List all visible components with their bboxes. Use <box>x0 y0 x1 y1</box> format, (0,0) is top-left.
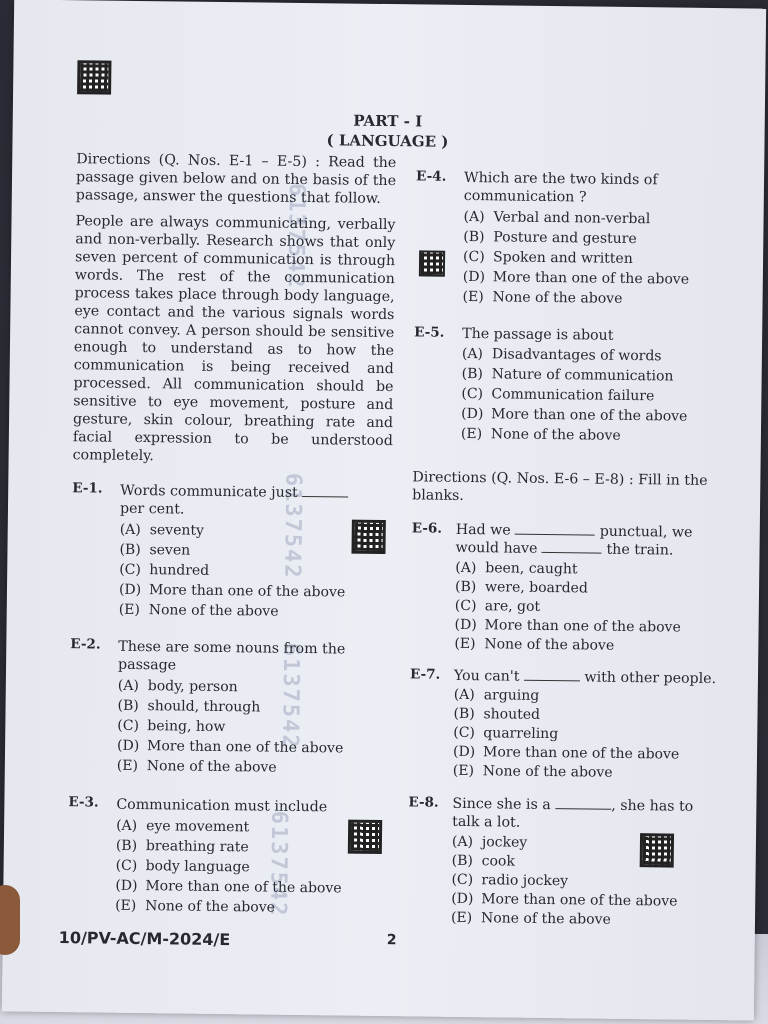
option[interactable]: (E) None of the above <box>452 762 613 781</box>
option[interactable]: (D) More than one of the above <box>117 737 344 757</box>
option[interactable]: (D) More than one of the above <box>452 743 680 763</box>
paper-code: 10/PV-AC/M-2024/E <box>58 928 231 950</box>
question-text: Words communicate just <box>120 482 348 503</box>
question-number: E-8. <box>408 794 439 811</box>
section-title: ( LANGUAGE ) <box>326 131 449 151</box>
option[interactable]: (C) are, got <box>454 597 541 615</box>
option[interactable]: (E) None of the above <box>116 757 277 776</box>
question-number: E-3. <box>68 794 99 811</box>
question-number: E-1. <box>72 480 103 497</box>
option[interactable]: (E) None of the above <box>460 425 621 444</box>
qr-code-icon <box>419 250 445 276</box>
option[interactable]: (A) body, person <box>117 677 238 696</box>
qr-code-icon <box>77 60 111 94</box>
option[interactable]: (D) More than one of the above <box>451 890 678 910</box>
option[interactable]: (B) should, through <box>117 697 261 716</box>
option[interactable]: (E) None of the above <box>450 909 611 928</box>
holding-thumb <box>0 885 20 955</box>
question-text: The passage is about <box>462 325 614 344</box>
question-number: E-5. <box>414 324 445 341</box>
option[interactable]: (C) Spoken and written <box>462 248 633 268</box>
question-text: Had we punctual, we <box>455 521 693 541</box>
option[interactable]: (D) More than one of the above <box>118 581 346 601</box>
option[interactable]: (B) were, boarded <box>454 578 588 597</box>
question-text: talk a lot. <box>452 813 521 831</box>
option[interactable]: (B) breathing rate <box>115 837 249 856</box>
option[interactable]: (C) radio jockey <box>451 871 569 890</box>
serial-watermark: 6137542 <box>277 642 304 750</box>
question-number: E-4. <box>415 168 447 185</box>
option[interactable]: (A) seventy <box>119 521 205 539</box>
option[interactable]: (C) Communication failure <box>461 385 655 405</box>
serial-watermark: 6137542 <box>265 810 292 918</box>
option[interactable]: (B) seven <box>119 541 191 559</box>
question-text: These are some nouns from the <box>118 638 346 658</box>
option[interactable]: (A) Disadvantages of words <box>461 345 662 365</box>
directions-1: Directions (Q. Nos. E-1 – E-5) : Read the passage given below and on the basis of the passage, answer the questions that follow. <box>75 151 397 207</box>
option[interactable]: (D) More than one of the above <box>462 268 690 288</box>
question-text: You can't with other people. <box>453 667 717 688</box>
question-number: E-2. <box>70 636 101 653</box>
option[interactable]: (C) quarreling <box>453 724 559 743</box>
option[interactable]: (B) Posture and gesture <box>463 228 637 248</box>
question-number: E-6. <box>411 520 443 537</box>
option[interactable]: (D) More than one of the above <box>461 405 688 425</box>
option[interactable]: (B) cook <box>451 852 515 870</box>
option[interactable]: (A) Verbal and non-verbal <box>463 208 651 228</box>
question-text: per cent. <box>119 500 185 518</box>
qr-code-icon <box>640 833 674 867</box>
option[interactable]: (C) being, how <box>117 717 226 736</box>
exam-page <box>2 0 766 1021</box>
directions-2: Directions (Q. Nos. E-6 – E-8) : Fill in the blanks. <box>412 469 708 504</box>
option[interactable]: (C) body language <box>115 857 250 876</box>
option[interactable]: (B) Nature of communication <box>461 365 674 385</box>
question-text: communication ? <box>463 187 587 206</box>
serial-watermark: 6137542 <box>282 182 309 290</box>
option[interactable]: (A) been, caught <box>455 559 578 578</box>
option[interactable]: (E) None of the above <box>118 601 279 620</box>
option[interactable]: (D) More than one of the above <box>454 616 681 636</box>
option[interactable]: (A) arguing <box>453 686 540 704</box>
question-text: would have the train. <box>455 539 674 559</box>
part-title: PART - I <box>353 111 423 131</box>
option[interactable]: (B) shouted <box>453 705 541 723</box>
serial-watermark: 6137542 <box>279 472 306 580</box>
option[interactable]: (D) More than one of the above <box>115 877 342 897</box>
question-number: E-7. <box>409 666 441 683</box>
question-text: passage <box>117 656 177 674</box>
option[interactable]: (E) None of the above <box>454 635 615 654</box>
option[interactable]: (A) eye movement <box>116 817 250 836</box>
question-text: Since she is a , she has to <box>452 795 694 815</box>
option[interactable]: (A) jockey <box>451 833 528 851</box>
question-text: Communication must include <box>116 796 328 816</box>
question-text: Which are the two kinds of <box>463 169 658 189</box>
page-number: 2 <box>386 932 397 949</box>
option[interactable]: (C) hundred <box>119 561 210 579</box>
option[interactable]: (E) None of the above <box>115 897 276 916</box>
reading-passage: People are always communicating, verbally and non-verbally. Research shows that only seven percent of communication is through words. The rest of the communication process takes place through body language, eye contact and the various signals words cannot convey. A person should be sensitive enough to understand as to how the communication is being received and processed. All communication should be sensitive to eye movement, posture and gesture, skin colour, breathing rate and facial expression to be understood completely. <box>72 213 396 465</box>
qr-code-icon <box>348 820 382 854</box>
qr-code-icon <box>351 520 385 554</box>
option[interactable]: (E) None of the above <box>462 288 623 307</box>
